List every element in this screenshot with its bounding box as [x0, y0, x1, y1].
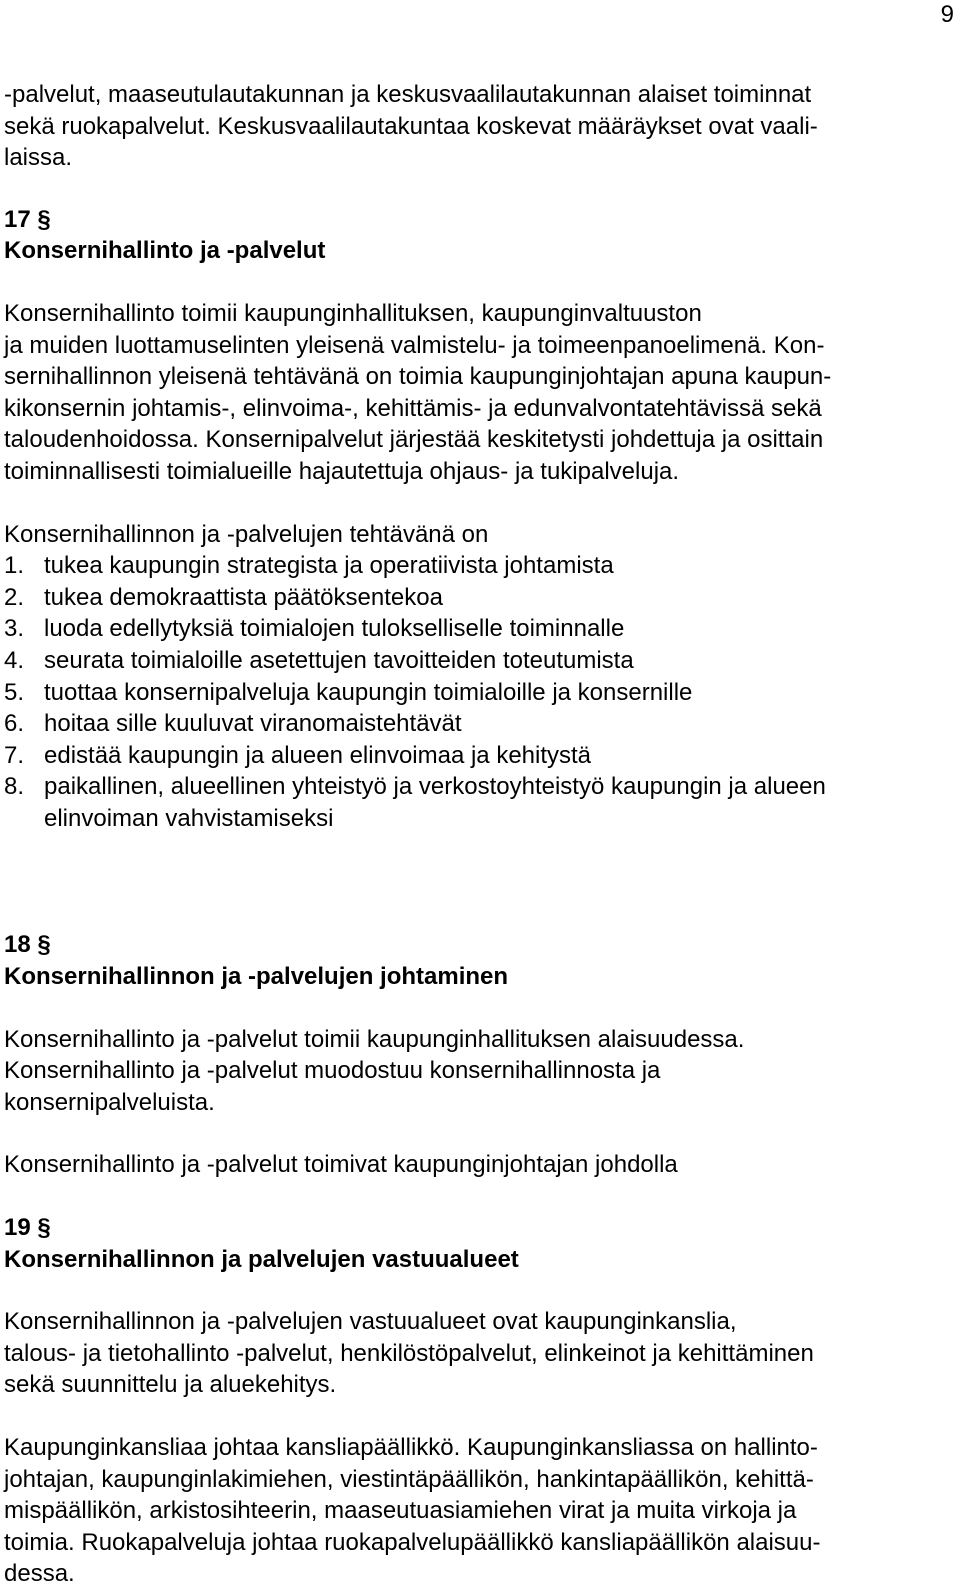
text-line: toimia. Ruokapalveluja johtaa ruokapalvelupäällikkö kansliapäällikön alaisuu-: [4, 1528, 821, 1556]
list-number: 4.: [4, 646, 25, 674]
text-line: Kaupunginkansliaa johtaa kansliapäällikkö. Kaupunginkansliassa on hallinto-: [4, 1434, 818, 1461]
list-text: seurata toimialoille asetettujen tavoitteiden toteutumista: [44, 646, 634, 674]
list-number: 3.: [4, 615, 25, 643]
list-text: paikallinen, alueellinen yhteistyö ja verkostoyhteistyö kaupungin ja alueen: [44, 773, 826, 801]
list-item: [4, 708, 956, 740]
intro-paragraph: [4, 79, 956, 174]
list-intro: Konsernihallinnon ja -palvelujen tehtävänä on: [4, 520, 489, 548]
list-number: 5.: [4, 678, 25, 706]
list-number: 8.: [4, 773, 25, 801]
list-number: 1.: [4, 552, 25, 580]
text-line: dessa.: [4, 1560, 75, 1588]
list-item: [4, 645, 956, 677]
list-text: hoitaa sille kuuluvat viranomaistehtävät: [44, 710, 462, 738]
text-line: sekä ruokapalvelut. Keskusvaalilautakuntaa koskevat määräykset ovat vaali-: [4, 112, 818, 140]
list-item: [4, 677, 956, 709]
list-text: edistää kaupungin ja alueen elinvoimaa ja kehitystä: [44, 741, 592, 769]
list-text: luoda edellytyksiä toimialojen tulokselliselle toiminnalle: [44, 615, 625, 643]
section-17: [4, 204, 956, 835]
paragraph: [4, 1149, 956, 1181]
text-line: konsernipalveluista.: [4, 1088, 215, 1116]
task-list: [4, 550, 956, 834]
list-number: 2.: [4, 583, 25, 611]
document-body: [4, 79, 956, 1590]
section-18: [4, 929, 956, 1181]
list-text: tukea demokraattista päätöksentekoa: [44, 583, 443, 611]
list-text: elinvoiman vahvistamiseksi: [44, 804, 334, 832]
text-line: Konsernihallinto ja -palvelut toimii kaupunginhallituksen alaisuudessa.: [4, 1025, 745, 1053]
section-number: 18 §: [4, 931, 51, 959]
paragraph: [4, 298, 956, 488]
text-line: johtajan, kaupunginlakimiehen, viestintäpäällikön, hankintapäällikön, kehittä-: [4, 1465, 814, 1493]
text-line: talous- ja tietohallinto -palvelut, henkilöstöpalvelut, elinkeinot ja kehittäminen: [4, 1339, 814, 1367]
text-line: laissa.: [4, 144, 73, 172]
text-line: mispäällikön, arkistosihteerin, maaseutuasiamiehen virat ja muita virkoja ja: [4, 1497, 797, 1525]
list-number: 7.: [4, 741, 25, 769]
text-line: sernihallinnon yleisenä tehtävänä on toimia kaupunginjohtajan apuna kaupun-: [4, 363, 832, 391]
list-item: [4, 613, 956, 645]
text-line: Konsernihallinto ja -palvelut muodostuu konsernihallinnosta ja: [4, 1057, 661, 1085]
text-line: ja muiden luottamuselinten yleisenä valmistelu- ja toimeenpanoelimenä. Kon-: [4, 331, 825, 359]
text-line: kikonsernin johtamis-, elinvoima-, kehittämis- ja edunvalvontatehtävissä sekä: [4, 394, 822, 422]
list-text: tuottaa konsernipalveluja kaupungin toimialoille ja konsernille: [44, 678, 693, 706]
text-line: Konsernihallinnon ja -palvelujen vastuualueet ovat kaupunginkanslia,: [4, 1308, 737, 1336]
section-19: [4, 1212, 956, 1590]
paragraph: [4, 1432, 956, 1590]
text-line: taloudenhoidossa. Konsernipalvelut järjestää keskitetysti johdettuja ja osittain: [4, 426, 824, 454]
section-title: Konsernihallinnon ja -palvelujen johtaminen: [4, 963, 509, 991]
section-title: Konsernihallinto ja -palvelut: [4, 237, 326, 265]
section-number: 19 §: [4, 1214, 51, 1242]
list-item: [4, 582, 956, 614]
text-line: toiminnallisesti toimialueille hajautettuja ohjaus- ja tukipalveluja.: [4, 457, 680, 485]
text-line: Konsernihallinto toimii kaupunginhallituksen, kaupunginvaltuuston: [4, 299, 702, 327]
list-text: tukea kaupungin strategista ja operatiivista johtamista: [44, 552, 614, 580]
list-number: 6.: [4, 710, 25, 738]
list-item: [4, 740, 956, 772]
section-title: Konsernihallinnon ja palvelujen vastuualueet: [4, 1245, 519, 1273]
list-item: [4, 771, 956, 834]
page-number: 9: [940, 1, 954, 28]
list-item: [4, 550, 956, 582]
text-line: sekä suunnittelu ja aluekehitys.: [4, 1371, 337, 1399]
text-line: Konsernihallinto ja -palvelut toimivat kaupunginjohtajan johdolla: [4, 1151, 678, 1179]
paragraph: [4, 1024, 956, 1119]
text-line: -palvelut, maaseutulautakunnan ja keskusvaalilautakunnan alaiset toiminnat: [4, 81, 812, 108]
section-number: 17 §: [4, 205, 51, 233]
paragraph: [4, 1306, 956, 1401]
